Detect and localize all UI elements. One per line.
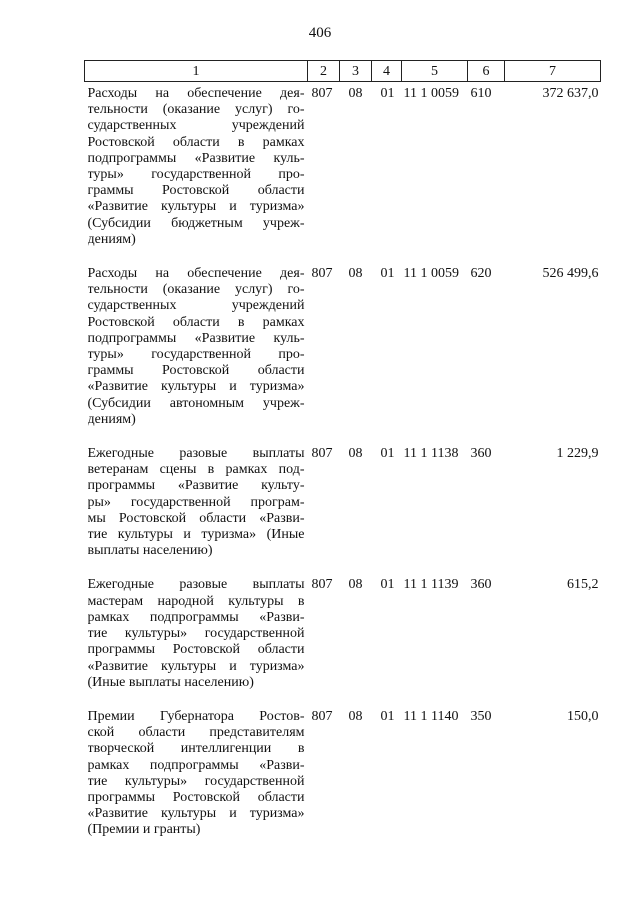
description-line: Ростовской области в рамках: [87, 134, 305, 150]
description-line: тие культуры» государственной: [87, 773, 305, 789]
row-description: [85, 705, 308, 853]
description-line: (Субсидии бюджетным учреж-: [87, 215, 305, 231]
description-line: (Премии и гранты): [87, 822, 201, 838]
section-code: 08: [348, 266, 363, 282]
description-line: дениям): [87, 231, 136, 247]
subsection-code: 01: [380, 708, 395, 724]
budget-table: [84, 60, 601, 853]
expense-type-code: 350: [470, 708, 492, 724]
ministry-code: 807: [311, 266, 333, 282]
description-line: туры» государственной про-: [87, 167, 305, 183]
ministry-code: 807: [311, 86, 333, 101]
subsection-code: 01: [380, 266, 395, 282]
description-line: мастерам народной культуры в: [87, 593, 305, 609]
description-line: Расходы на обеспечение дея-: [87, 86, 305, 101]
expense-type-code: 620: [470, 266, 492, 282]
column-header-2: 2: [308, 61, 340, 82]
description-line: туры» государственной про-: [87, 347, 305, 363]
amount-value: 372 637,0: [542, 86, 599, 101]
column-header-4: 4: [372, 61, 402, 82]
row-description: [85, 573, 308, 704]
description-line: тие культуры и туризма» (Иные: [87, 527, 305, 543]
description-line: (Субсидии автономным учреж-: [87, 395, 305, 411]
column-header-7: 7: [505, 61, 601, 82]
description-line: «Развитие культуры и туризма»: [87, 658, 305, 674]
table-row: [85, 82, 601, 263]
description-line: дениям): [87, 411, 136, 427]
page-number: 406: [308, 25, 332, 41]
description-line: ской области представителям: [87, 725, 305, 741]
section-code: 08: [348, 446, 363, 462]
description-line: сударственных учреждений: [87, 118, 305, 134]
description-line: «Развитие культуры и туризма»: [87, 806, 305, 822]
description-line: программы Ростовской области: [87, 642, 305, 658]
description-line: Премии Губернатора Ростов-: [87, 708, 305, 724]
target-article-code: 11 1 1139: [403, 577, 459, 593]
description-line: мы Ростовской области «Разви-: [87, 510, 305, 526]
description-line: Ростовской области в рамках: [87, 314, 305, 330]
description-line: ветеранам сцены в рамках под-: [87, 462, 305, 478]
target-article-code: 11 1 1138: [403, 446, 459, 462]
table-body: [85, 82, 601, 853]
table-row: [85, 573, 601, 704]
description-line: подпрограммы «Развитие куль-: [87, 150, 305, 166]
description-line: рамках подпрограммы «Разви-: [87, 609, 305, 625]
description-line: Расходы на обеспечение дея-: [87, 266, 305, 282]
table-header-row: [85, 61, 601, 82]
row-description: [85, 82, 308, 263]
description-line: ры» государственной програм-: [87, 494, 305, 510]
amount-value: 1 229,9: [556, 446, 599, 462]
table-row: [85, 442, 601, 573]
table-row: [85, 705, 601, 853]
expense-type-code: 360: [470, 446, 492, 462]
description-line: граммы Ростовской области: [87, 183, 305, 199]
description-line: Ежегодные разовые выплаты: [87, 577, 305, 593]
ministry-code: 807: [311, 446, 333, 462]
description-line: подпрограммы «Развитие куль-: [87, 330, 305, 346]
amount-value: 150,0: [567, 708, 599, 724]
description-line: «Развитие культуры и туризма»: [87, 199, 305, 215]
amount-value: 526 499,6: [542, 266, 599, 282]
description-line: (Иные выплаты населению): [87, 674, 254, 690]
expense-type-code: 360: [470, 577, 492, 593]
section-code: 08: [348, 708, 363, 724]
target-article-code: 11 1 1140: [403, 708, 459, 724]
amount-value: 615,2: [567, 577, 599, 593]
ministry-code: 807: [311, 708, 333, 724]
description-line: творческой интеллигенции в: [87, 741, 305, 757]
target-article-code: 11 1 0059: [403, 266, 459, 282]
expense-type-code: 610: [470, 86, 492, 101]
description-line: граммы Ростовской области: [87, 363, 305, 379]
section-code: 08: [348, 577, 363, 593]
description-line: программы Ростовской области: [87, 789, 305, 805]
row-description: [85, 442, 308, 573]
description-line: выплаты населению): [87, 543, 213, 559]
description-line: тельности (оказание услуг) го-: [87, 282, 305, 298]
column-header-1: 1: [85, 61, 308, 82]
description-line: «Развитие культуры и туризма»: [87, 379, 305, 395]
column-header-3: 3: [340, 61, 372, 82]
column-header-6: 6: [468, 61, 505, 82]
description-line: тельности (оказание услуг) го-: [87, 102, 305, 118]
section-code: 08: [348, 86, 363, 101]
description-line: Ежегодные разовые выплаты: [87, 446, 305, 462]
column-header-5: 5: [402, 61, 468, 82]
row-description: [85, 262, 308, 442]
description-line: сударственных учреждений: [87, 298, 305, 314]
subsection-code: 01: [380, 446, 395, 462]
description-line: программы «Развитие культу-: [87, 478, 305, 494]
description-line: тие культуры» государственной: [87, 626, 305, 642]
description-line: рамках подпрограммы «Разви-: [87, 757, 305, 773]
table-row: [85, 262, 601, 442]
target-article-code: 11 1 0059: [403, 86, 459, 101]
subsection-code: 01: [380, 86, 395, 101]
subsection-code: 01: [380, 577, 395, 593]
ministry-code: 807: [311, 577, 333, 593]
